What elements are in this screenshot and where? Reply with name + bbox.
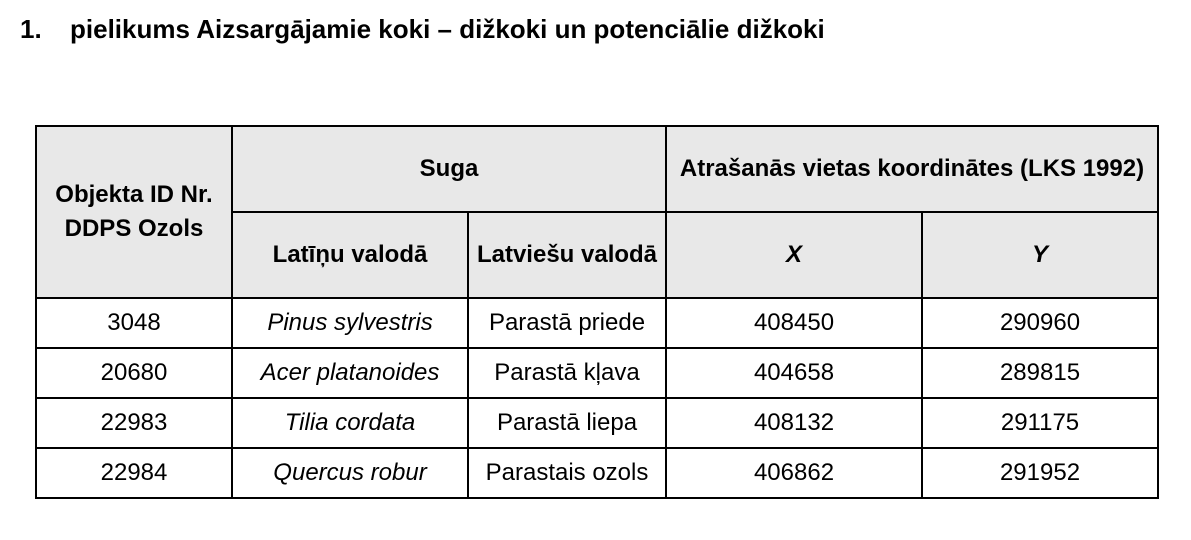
cell-x: 404658: [666, 348, 922, 398]
header-latvian: Latviešu valodā: [468, 212, 666, 298]
cell-y: 290960: [922, 298, 1158, 348]
table-row: [36, 448, 1158, 498]
header-object-id: Objekta ID Nr. DDPS Ozols: [36, 126, 232, 298]
cell-y: 289815: [922, 348, 1158, 398]
cell-y: 291952: [922, 448, 1158, 498]
cell-x: 408450: [666, 298, 922, 348]
table-row: [36, 298, 1158, 348]
table-row: [36, 348, 1158, 398]
cell-latvian-name: Parastā kļava: [468, 348, 666, 398]
cell-x: 406862: [666, 448, 922, 498]
cell-latin-name: Pinus sylvestris: [232, 298, 468, 348]
cell-object-id: 22983: [36, 398, 232, 448]
cell-latin-name: Tilia cordata: [232, 398, 468, 448]
header-latin: Latīņu valodā: [232, 212, 468, 298]
protected-trees-table: [35, 125, 1159, 499]
cell-x: 408132: [666, 398, 922, 448]
cell-latin-name: Acer platanoides: [232, 348, 468, 398]
table-header-row-1: [36, 126, 1158, 212]
cell-object-id: 22984: [36, 448, 232, 498]
cell-y: 291175: [922, 398, 1158, 448]
header-coordinates: Atrašanās vietas koordinātes (LKS 1992): [666, 126, 1158, 212]
cell-latvian-name: Parastā liepa: [468, 398, 666, 448]
cell-object-id: 20680: [36, 348, 232, 398]
cell-latin-name: Quercus robur: [232, 448, 468, 498]
cell-object-id: 3048: [36, 298, 232, 348]
cell-latvian-name: Parastais ozols: [468, 448, 666, 498]
table-row: [36, 398, 1158, 448]
document-title: [20, 14, 825, 45]
title-text: pielikums Aizsargājamie koki – dižkoki un potenciālie dižkoki: [70, 14, 825, 44]
header-x: X: [666, 212, 922, 298]
title-number: 1.: [20, 14, 42, 44]
header-y: Y: [922, 212, 1158, 298]
header-species: Suga: [232, 126, 666, 212]
cell-latvian-name: Parastā priede: [468, 298, 666, 348]
